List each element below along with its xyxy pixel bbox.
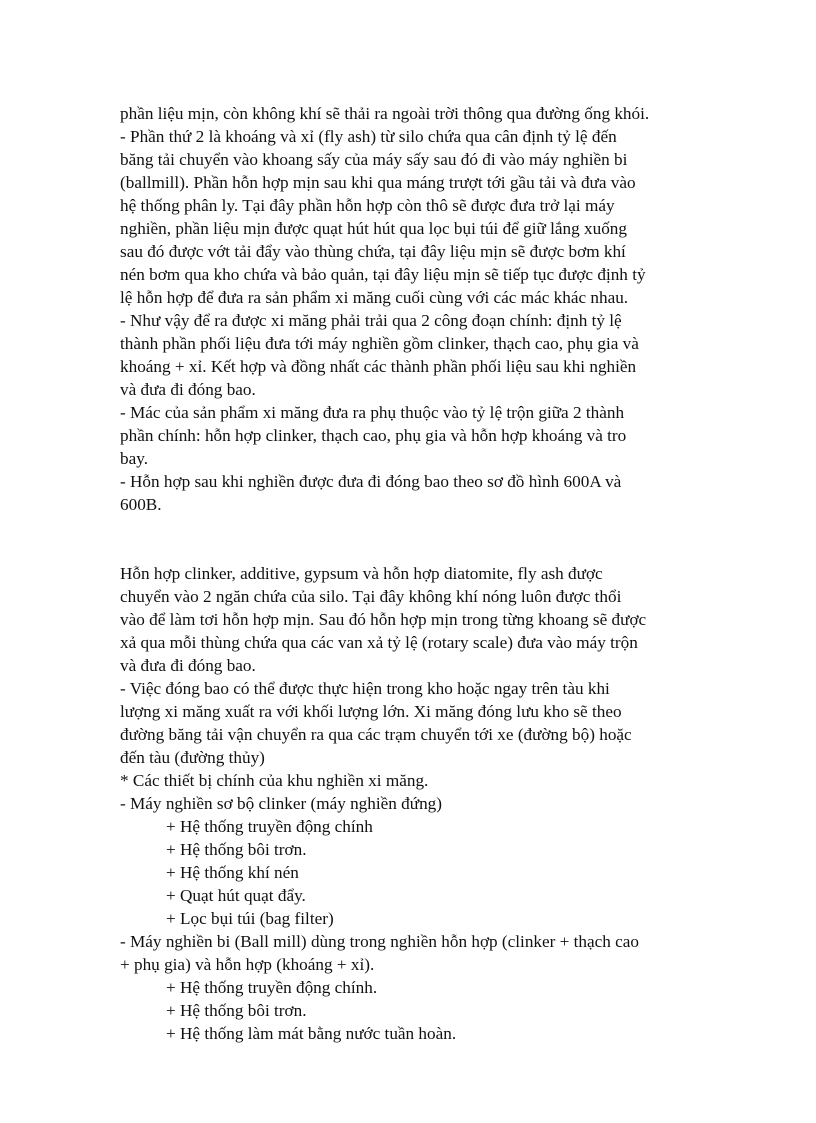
blank-line bbox=[120, 539, 710, 562]
paragraph-process-description bbox=[120, 102, 710, 516]
text-line: khoáng + xỉ. Kết hợp và đồng nhất các thành phần phối liệu sau khi nghiền bbox=[120, 357, 637, 376]
text-line: và đưa đi đóng bao. bbox=[120, 656, 256, 675]
text-line: phần chính: hỗn hợp clinker, thạch cao, phụ gia và hỗn hợp khoáng và tro bbox=[120, 426, 627, 445]
text-line: - Máy nghiền bi (Ball mill) dùng trong nghiền hỗn hợp (clinker + thạch cao bbox=[120, 932, 640, 951]
text-line: nén bơm qua kho chứa và bảo quản, tại đây liệu mịn sẽ tiếp tục được định tỷ bbox=[120, 265, 646, 284]
document-body bbox=[120, 102, 710, 1045]
text-line: lượng xi măng xuất ra với khối lượng lớn. Xi măng đóng lưu kho sẽ theo bbox=[120, 702, 622, 721]
text-line: đường băng tải vận chuyển ra qua các trạm chuyển tới xe (đường bộ) hoặc bbox=[120, 725, 632, 744]
list-vertical-mill-systems bbox=[120, 815, 710, 930]
text-line: thành phần phối liệu đưa tới máy nghiền gồm clinker, thạch cao, phụ gia và bbox=[120, 334, 639, 353]
text-line: - Hỗn hợp sau khi nghiền được đưa đi đóng bao theo sơ đồ hình 600A và bbox=[120, 472, 622, 491]
text-line: - Như vậy để ra được xi măng phải trải qua 2 công đoạn chính: định tỷ lệ bbox=[120, 311, 622, 330]
text-line: vào để làm tơi hỗn hợp mịn. Sau đó hỗn hợp mịn trong từng khoang sẽ được bbox=[120, 610, 647, 629]
blank-line bbox=[120, 516, 710, 539]
text-line: bay. bbox=[120, 449, 148, 468]
text-line: sau đó được vớt tải đẩy vào thùng chứa, tại đây liệu mịn sẽ được bơm khí bbox=[120, 242, 626, 261]
text-line: - Máy nghiền sơ bộ clinker (máy nghiền đứng) bbox=[120, 794, 442, 813]
text-line: - Việc đóng bao có thể được thực hiện trong kho hoặc ngay trên tàu khi bbox=[120, 679, 610, 698]
paragraph-ball-mill bbox=[120, 930, 710, 976]
text-line: lệ hỗn hợp để đưa ra sản phẩm xi măng cuối cùng với các mác khác nhau. bbox=[120, 288, 629, 307]
list-item: + Hệ thống bôi trơn. bbox=[166, 840, 307, 859]
list-item: + Hệ thống truyền động chính bbox=[166, 817, 373, 836]
text-line: 600B. bbox=[120, 495, 162, 514]
list-item: + Quạt hút quạt đẩy. bbox=[166, 886, 306, 905]
text-line: + phụ gia) và hỗn hợp (khoáng + xỉ). bbox=[120, 955, 375, 974]
text-line: hệ thống phân ly. Tại đây phần hỗn hợp còn thô sẽ được đưa trở lại máy bbox=[120, 196, 615, 215]
text-line: chuyển vào 2 ngăn chứa của silo. Tại đây không khí nóng luôn được thổi bbox=[120, 587, 622, 606]
text-line: (ballmill). Phần hỗn hợp mịn sau khi qua máng trượt tới gầu tải và đưa vào bbox=[120, 173, 636, 192]
text-line: - Phần thứ 2 là khoáng và xỉ (fly ash) từ silo chứa qua cân định tỷ lệ đến bbox=[120, 127, 617, 146]
text-line: đến tàu (đường thủy) bbox=[120, 748, 265, 767]
list-item: + Hệ thống làm mát bằng nước tuần hoàn. bbox=[166, 1024, 457, 1043]
text-line: - Mác của sản phẩm xi măng đưa ra phụ thuộc vào tỷ lệ trộn giữa 2 thành bbox=[120, 403, 625, 422]
text-line: nghiền, phần liệu mịn được quạt hút hút qua lọc bụi túi để giữ lắng xuống bbox=[120, 219, 627, 238]
text-line: xả qua mỗi thùng chứa qua các van xả tỷ lệ (rotary scale) đưa vào máy trộn bbox=[120, 633, 638, 652]
list-ball-mill-systems bbox=[120, 976, 710, 1045]
list-item: + Hệ thống khí nén bbox=[166, 863, 299, 882]
section-heading: * Các thiết bị chính của khu nghiền xi măng. bbox=[120, 771, 429, 790]
paragraph-bagging-description bbox=[120, 562, 710, 815]
text-line: băng tải chuyển vào khoang sấy của máy sấy sau đó đi vào máy nghiền bi bbox=[120, 150, 628, 169]
list-item: + Hệ thống bôi trơn. bbox=[166, 1001, 307, 1020]
text-line: Hỗn hợp clinker, additive, gypsum và hỗn hợp diatomite, fly ash được bbox=[120, 564, 603, 583]
text-line: và đưa đi đóng bao. bbox=[120, 380, 256, 399]
list-item: + Hệ thống truyền động chính. bbox=[166, 978, 378, 997]
text-line: phần liệu mịn, còn không khí sẽ thải ra ngoài trời thông qua đường ống khói. bbox=[120, 104, 650, 123]
list-item: + Lọc bụi túi (bag filter) bbox=[166, 909, 334, 928]
